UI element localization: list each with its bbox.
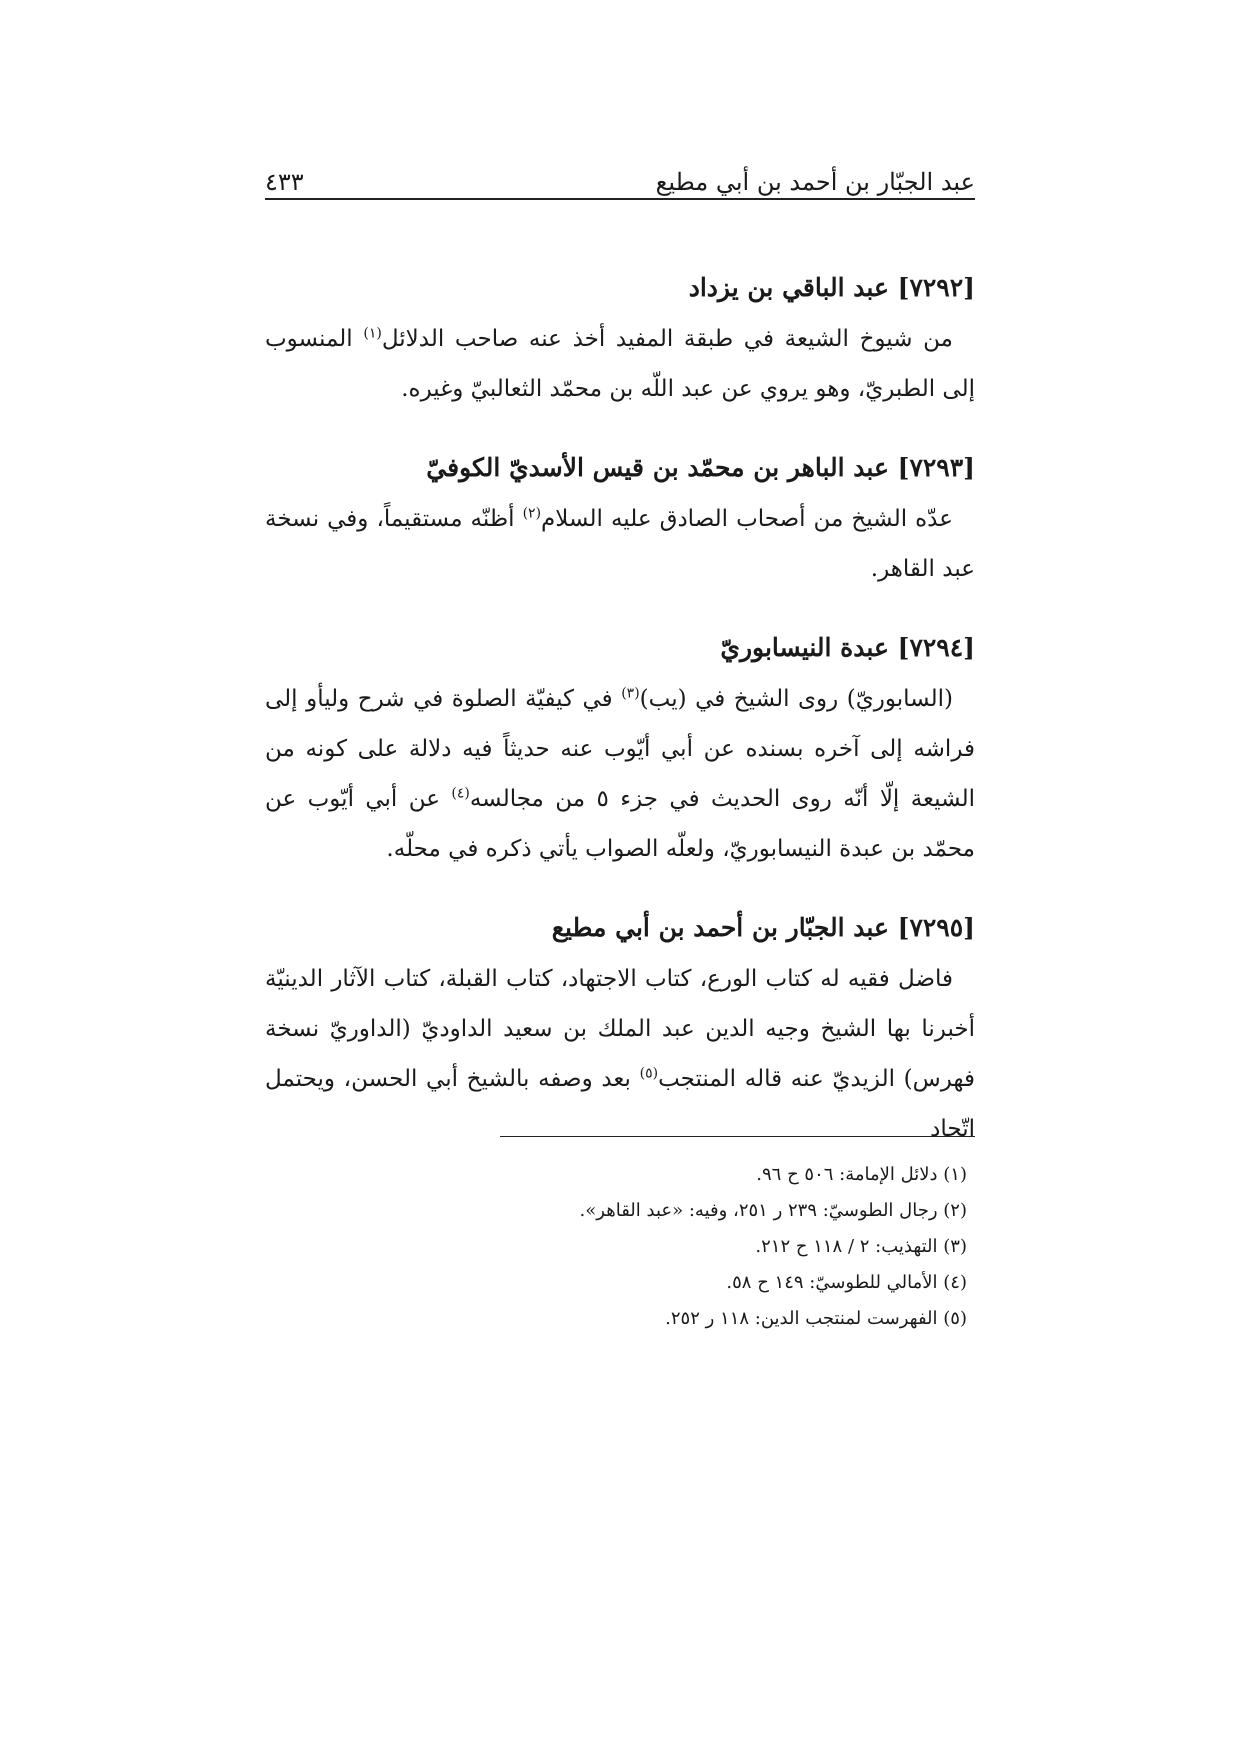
entry-name: عبدة النيسابوريّ bbox=[720, 633, 889, 662]
footnote-marker[interactable]: (٥) bbox=[639, 1065, 659, 1082]
entry-number: [٧٢٩٣] bbox=[897, 453, 975, 482]
entry-number: [٧٢٩٤] bbox=[897, 633, 975, 662]
running-header bbox=[265, 150, 975, 196]
entry-text: فاضل فقيه له كتاب الورع، كتاب الاجتهاد، كتاب القبلة، كتاب الآثار الدينيّة أخبرنا بها الشيخ وجيه الدين عبد الملك بن سعيد الداوديّ (الداوريّ نسخة فهرس) الزيديّ عنه قاله المنتجب bbox=[265, 966, 975, 1092]
footnote-marker[interactable]: (٢) bbox=[522, 505, 542, 522]
entry-7292 bbox=[265, 262, 975, 414]
entry-text: من شيوخ الشيعة في طبقة المفيد أخذ عنه صاحب الدلائل bbox=[381, 326, 954, 352]
entry-7294 bbox=[265, 622, 975, 874]
header-divider bbox=[265, 198, 975, 200]
entry-text: بعد وصفه بالشيخ أبي الحسن، ويحتمل اتّحاد bbox=[265, 1066, 975, 1142]
entry-number: [٧٢٩٢] bbox=[897, 273, 975, 302]
entry-body bbox=[265, 954, 975, 1154]
entry-name: عبد الباهر بن محمّد بن قيس الأسديّ الكوفيّ bbox=[426, 453, 889, 482]
footnote-item: (٣) التهذيب: ٢ / ١١٨ ح ٢١٢. bbox=[755, 1236, 967, 1257]
entry-text: أظنّه مستقيماً، وفي نسخة عبد القاهر. bbox=[265, 506, 975, 582]
footnote-item: (٤) الأمالي للطوسيّ: ١٤٩ ح ٥٨. bbox=[726, 1272, 967, 1293]
entry-text: عدّه الشيخ من أصحاب الصادق عليه السلام bbox=[541, 506, 953, 532]
footnote-item: (٥) الفهرست لمنتجب الدين: ١١٨ ر ٢٥٢. bbox=[665, 1308, 967, 1329]
footnote-marker[interactable]: (٣) bbox=[621, 685, 640, 702]
footnote-item: (٢) رجال الطوسيّ: ٢٣٩ ر ٢٥١، وفيه: «عبد القاهر». bbox=[579, 1200, 967, 1221]
entry-heading bbox=[265, 902, 975, 954]
footnote-item: (١) دلائل الإمامة: ٥٠٦ ح ٩٦. bbox=[756, 1164, 967, 1185]
entry-text: عن أبي أيّوب عن محمّد بن عبدة النيسابوريّ، ولعلّه الصواب يأتي ذكره في محلّه. bbox=[265, 786, 975, 862]
entry-text: (السابوريّ) روى الشيخ في (يب) bbox=[639, 686, 953, 712]
entry-7295 bbox=[265, 902, 975, 1154]
page-number: ٤٣٣ bbox=[265, 168, 304, 196]
entry-heading bbox=[265, 442, 975, 494]
entry-heading bbox=[265, 262, 975, 314]
main-text bbox=[265, 262, 975, 1182]
entry-text: في كيفيّة الصلوة في شرح وليأو إلى فراشه إلى آخره بسنده عن أبي أيّوب عنه حديثاً فيه دلالة على كونه من الشيعة إلّا أنّه روى الحديث في جزء ٥ من مجالسه bbox=[265, 686, 976, 812]
running-title: عبد الجبّار بن أحمد بن أبي مطيع bbox=[655, 168, 975, 196]
footnote-divider bbox=[500, 1136, 975, 1137]
entry-name: عبد الجبّار بن أحمد بن أبي مطيع bbox=[551, 913, 889, 942]
footnote-marker[interactable]: (٤) bbox=[451, 785, 470, 802]
entry-body bbox=[265, 494, 975, 594]
footnote-marker[interactable]: (١) bbox=[363, 325, 382, 342]
entry-number: [٧٢٩٥] bbox=[897, 913, 975, 942]
entry-heading bbox=[265, 622, 975, 674]
entry-body bbox=[265, 674, 975, 874]
entry-text: المنسوب إلى الطبريّ، وهو يروي عن عبد اللّه بن محمّد الثعالبيّ وغيره. bbox=[265, 326, 975, 402]
entry-body bbox=[265, 314, 975, 414]
footnotes bbox=[265, 1157, 975, 1337]
entry-name: عبد الباقي بن يزداد bbox=[688, 273, 889, 302]
entry-7293 bbox=[265, 442, 975, 594]
